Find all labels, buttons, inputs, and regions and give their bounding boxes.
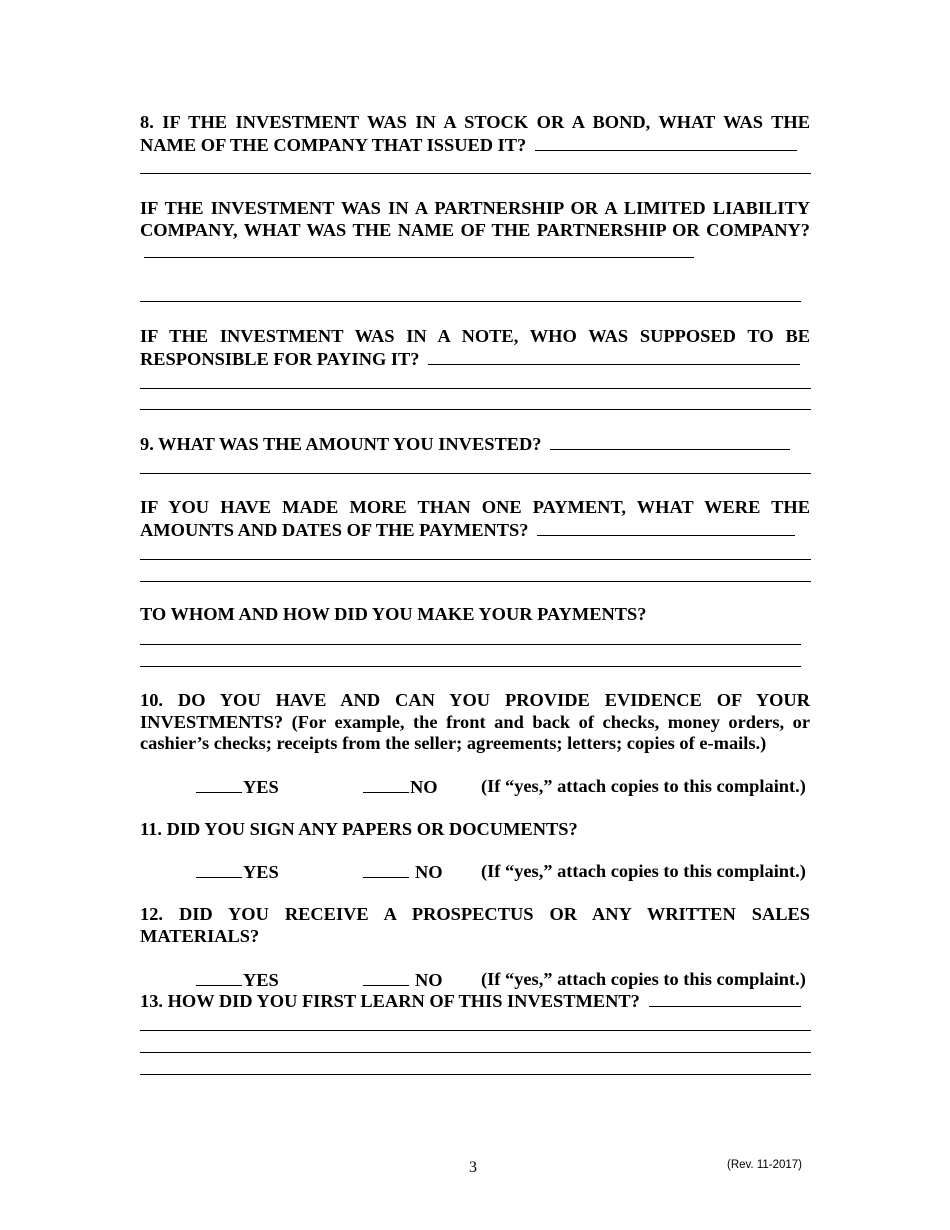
question-9-amount	[140, 433, 790, 456]
question-9-to-whom-text: TO WHOM AND HOW DID YOU MAKE YOUR PAYMENTS?	[140, 604, 647, 624]
answer-line[interactable]	[140, 666, 801, 667]
question-8-partnership	[140, 198, 810, 264]
answer-line[interactable]	[140, 301, 801, 302]
checkbox-blank[interactable]	[363, 861, 409, 878]
answer-blank[interactable]	[535, 134, 797, 151]
q12-attach-note: (If “yes,” attach copies to this complaint.)	[481, 969, 806, 989]
question-11	[140, 819, 578, 841]
question-9-text: 9. WHAT WAS THE AMOUNT YOU INVESTED?	[140, 434, 542, 454]
answer-blank[interactable]	[144, 241, 694, 258]
question-9-to-whom	[140, 604, 646, 626]
answer-line[interactable]	[140, 388, 811, 389]
q11-yes-option[interactable]: YES	[196, 861, 279, 884]
question-9-payments-text: IF YOU HAVE MADE MORE THAN ONE PAYMENT, WHAT WERE THE AMOUNTS AND DATES OF THE PAYMENTS?	[140, 497, 810, 540]
checkbox-blank[interactable]	[363, 969, 409, 986]
question-12-text: 12. DID YOU RECEIVE A PROSPECTUS OR ANY WRITTEN SALES MATERIALS?	[140, 904, 810, 946]
answer-line[interactable]	[140, 1074, 811, 1075]
answer-blank[interactable]	[537, 519, 795, 536]
answer-line[interactable]	[140, 1052, 811, 1053]
checkbox-blank[interactable]	[363, 776, 409, 793]
question-13-text: 13. HOW DID YOU FIRST LEARN OF THIS INVESTMENT?	[140, 991, 640, 1011]
question-8-text: 8. IF THE INVESTMENT WAS IN A STOCK OR A BOND, WHAT WAS THE NAME OF THE COMPANY THAT ISSUED IT?	[140, 112, 810, 155]
answer-line[interactable]	[140, 409, 811, 410]
question-8-note-text: IF THE INVESTMENT WAS IN A NOTE, WHO WAS SUPPOSED TO BE RESPONSIBLE FOR PAYING IT?	[140, 326, 810, 369]
question-9-payments	[140, 497, 810, 541]
checkbox-blank[interactable]	[196, 776, 242, 793]
question-11-text: 11. DID YOU SIGN ANY PAPERS OR DOCUMENTS?	[140, 819, 578, 839]
question-10-text: 10. DO YOU HAVE AND CAN YOU PROVIDE EVIDENCE OF YOUR INVESTMENTS? (For example, the front and back of checks, money orders, or cashier’s checks; receipts from the seller; agreements; letters; copies of e-mails.)	[140, 690, 810, 753]
page-number: 3	[469, 1159, 477, 1176]
question-8-stock-bond	[140, 112, 810, 156]
q10-attach-note: (If “yes,” attach copies to this complaint.)	[481, 776, 806, 796]
q11-no-option[interactable]: NO	[363, 861, 443, 884]
answer-blank[interactable]	[550, 433, 790, 450]
answer-blank[interactable]	[428, 348, 800, 365]
checkbox-blank[interactable]	[196, 969, 242, 986]
q10-yes-option[interactable]: YES	[196, 776, 279, 799]
answer-blank[interactable]	[649, 990, 801, 1007]
question-10	[140, 690, 810, 755]
answer-line[interactable]	[140, 559, 811, 560]
checkbox-blank[interactable]	[196, 861, 242, 878]
answer-line[interactable]	[140, 581, 811, 582]
q10-no-option[interactable]: NO	[363, 776, 438, 799]
revision-label: (Rev. 11-2017)	[727, 1159, 802, 1171]
answer-line[interactable]	[140, 1030, 811, 1031]
question-13	[140, 990, 801, 1013]
q12-no-option[interactable]: NO	[363, 969, 443, 992]
answer-line[interactable]	[140, 644, 801, 645]
answer-line[interactable]	[140, 473, 811, 474]
answer-line[interactable]	[140, 173, 811, 174]
q12-yes-option[interactable]: YES	[196, 969, 279, 992]
q11-attach-note: (If “yes,” attach copies to this complaint.)	[481, 861, 806, 881]
question-8-note	[140, 326, 810, 370]
question-8-partnership-text: IF THE INVESTMENT WAS IN A PARTNERSHIP OR A LIMITED LIABILITY COMPANY, WHAT WAS THE NAME OF THE PARTNERSHIP OR COMPANY?	[140, 198, 810, 240]
question-12	[140, 904, 810, 947]
